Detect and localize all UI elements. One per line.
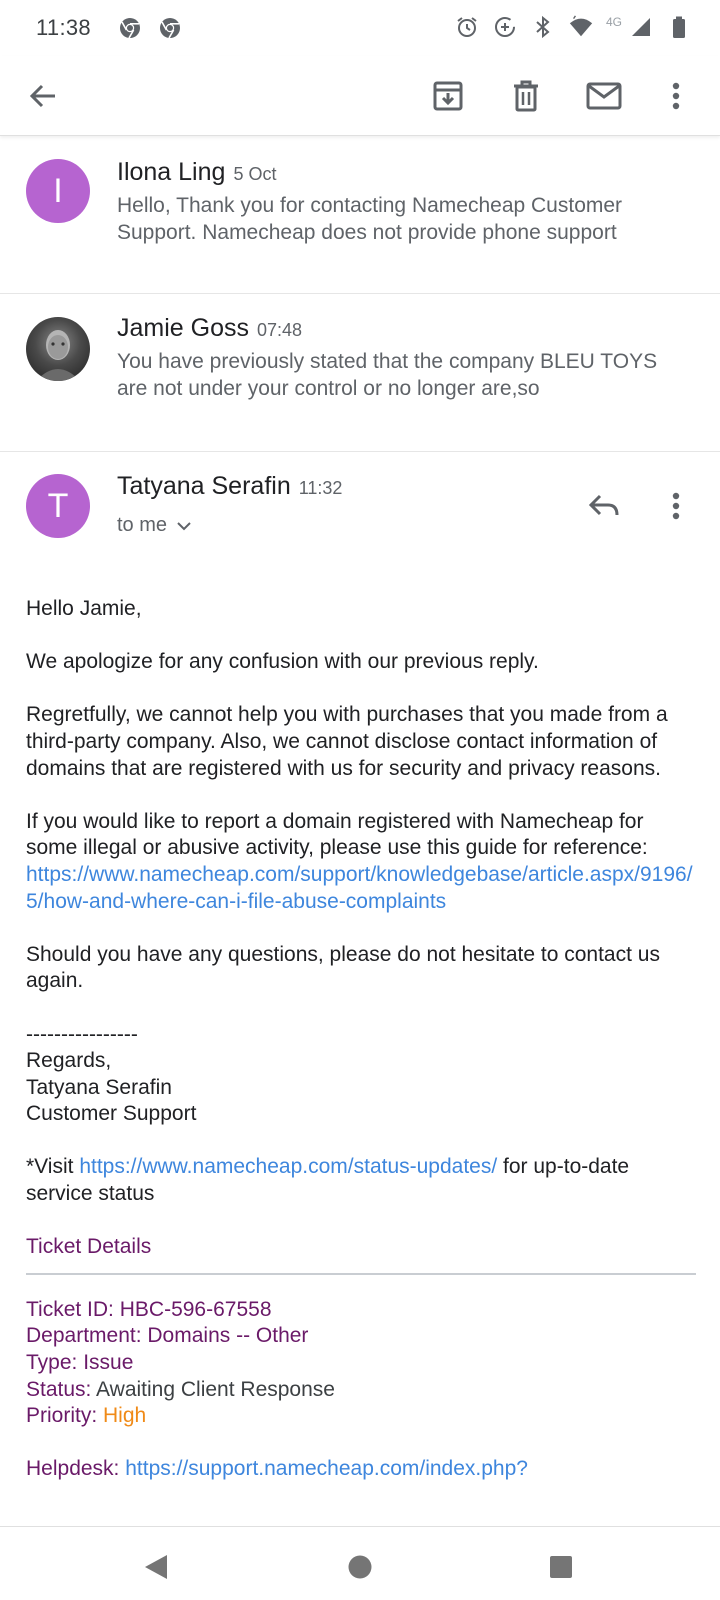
open-message-header — [0, 452, 720, 562]
ticket-type-row — [26, 1350, 696, 1377]
ticket-status: Awaiting Client Response — [96, 1377, 335, 1401]
avatar: I — [26, 159, 90, 223]
nav-home-icon — [347, 1554, 373, 1580]
body-paragraph: Regretfully, we cannot help you with purchases that you made from a third-party company. Also, we cannot disclose contact information of domains that are registered with us for security and privacy reasons. — [26, 703, 668, 780]
ticket-department-row — [26, 1323, 696, 1350]
helpdesk-row — [26, 1456, 696, 1483]
delete-icon — [511, 80, 541, 112]
bluetooth-icon — [530, 14, 556, 40]
avatar — [26, 317, 90, 381]
battery-icon — [666, 14, 692, 40]
app-bar — [0, 56, 720, 136]
ticket-details — [26, 1297, 696, 1483]
more-options-button[interactable] — [650, 70, 702, 122]
chevron-down-icon — [177, 521, 191, 531]
status-updates-link[interactable]: https://www.namecheap.com/status-updates/ — [79, 1155, 498, 1179]
sender-line — [117, 158, 276, 187]
body-paragraph: Should you have any questions, please do not hesitate to contact us again. — [26, 942, 660, 993]
more-vert-icon — [672, 82, 680, 110]
mark-unread-button[interactable] — [578, 70, 630, 122]
sender-name: Tatyana Serafin — [117, 472, 291, 500]
sender-line — [117, 472, 342, 501]
separator: ---------------- — [26, 1022, 138, 1046]
system-nav-bar — [0, 1526, 720, 1600]
sender-line — [117, 314, 302, 343]
ticket-label: Helpdesk: — [26, 1457, 126, 1481]
message-more-button[interactable] — [650, 480, 702, 532]
message-snippet: Hello, Thank you for contacting Namecheap Customer Support. Namecheap does not provide phone support — [117, 194, 623, 244]
ticket-label: Status: — [26, 1377, 97, 1401]
chrome-icon — [117, 15, 143, 41]
avatar: T — [26, 474, 90, 538]
reply-button[interactable] — [578, 480, 630, 532]
nav-back-button[interactable] — [136, 1547, 176, 1587]
delete-button[interactable] — [500, 70, 552, 122]
message-time: 11:32 — [298, 478, 343, 498]
ticket-priority-row — [26, 1403, 696, 1430]
ticket-heading: Ticket Details — [26, 1235, 152, 1259]
ticket-status-row — [26, 1377, 696, 1404]
message-time: 5 Oct — [233, 164, 277, 184]
archive-button[interactable] — [422, 70, 474, 122]
nav-recents-icon — [549, 1555, 573, 1579]
body-paragraph: We apologize for any confusion with our previous reply. — [26, 650, 539, 674]
visit-text: *Visit — [26, 1155, 80, 1179]
person-photo-icon — [26, 317, 90, 381]
data-saver-icon — [492, 14, 518, 40]
nav-home-button[interactable] — [340, 1547, 380, 1587]
status-bar — [0, 0, 720, 56]
thread-message-collapsed[interactable] — [0, 136, 720, 294]
sender-name: Ilona Ling — [117, 158, 226, 186]
visit-text: for up-to-date service status — [26, 1155, 630, 1206]
message-body — [26, 596, 696, 1483]
network-type: 4G — [605, 15, 622, 29]
back-button[interactable] — [17, 70, 69, 122]
back-arrow-icon — [28, 81, 58, 111]
helpdesk-link[interactable]: https://support.namecheap.com/index.php? — [125, 1457, 528, 1481]
nav-back-icon — [143, 1553, 169, 1581]
ticket-label: Ticket ID: — [26, 1297, 120, 1321]
ticket-label: Priority: — [26, 1404, 104, 1428]
ticket-department: Domains -- Other — [147, 1324, 309, 1348]
divider — [26, 1273, 696, 1275]
chrome-icon — [157, 15, 183, 41]
signature-name: Tatyana Serafin — [26, 1075, 172, 1099]
nav-recents-button[interactable] — [541, 1547, 581, 1587]
message-time: 07:48 — [256, 320, 303, 340]
signature — [26, 1022, 696, 1128]
regards: Regards, — [26, 1049, 112, 1073]
abuse-guide-link[interactable]: https://www.namecheap.com/support/knowledgebase/article.aspx/9196/5/how-and-where-can-i-file-abuse-complaints — [26, 862, 693, 913]
wifi-icon — [568, 14, 594, 40]
ticket-type: Issue — [83, 1351, 134, 1375]
alarm-icon — [454, 14, 480, 40]
mark-unread-icon — [586, 82, 622, 110]
recipient-label: to me — [117, 514, 168, 536]
message-snippet: You have previously stated that the company BLEU TOYS are not under your control or no longer are,so — [117, 350, 658, 400]
ticket-label: Department: — [26, 1324, 148, 1348]
signature-title: Customer Support — [26, 1102, 197, 1126]
more-vert-icon — [672, 492, 680, 520]
body-paragraph — [26, 809, 696, 915]
ticket-id: HBC-596-67558 — [119, 1297, 272, 1321]
ticket-label: Type: — [26, 1351, 84, 1375]
ticket-id-row — [26, 1297, 696, 1324]
status-time: 11:38 — [36, 15, 91, 40]
sender-name: Jamie Goss — [117, 314, 249, 342]
status-notice — [26, 1154, 696, 1207]
ticket-priority: High — [103, 1404, 147, 1428]
recipient-toggle[interactable] — [117, 514, 191, 537]
reply-icon — [588, 493, 620, 519]
archive-icon — [432, 80, 464, 112]
body-text: If you would like to report a domain registered with Namecheap for some illegal or abusive activity, please use this guide for reference: — [26, 809, 648, 860]
greeting: Hello Jamie, — [26, 597, 142, 620]
thread-message-collapsed[interactable] — [0, 294, 720, 452]
signal-icon — [628, 14, 654, 40]
